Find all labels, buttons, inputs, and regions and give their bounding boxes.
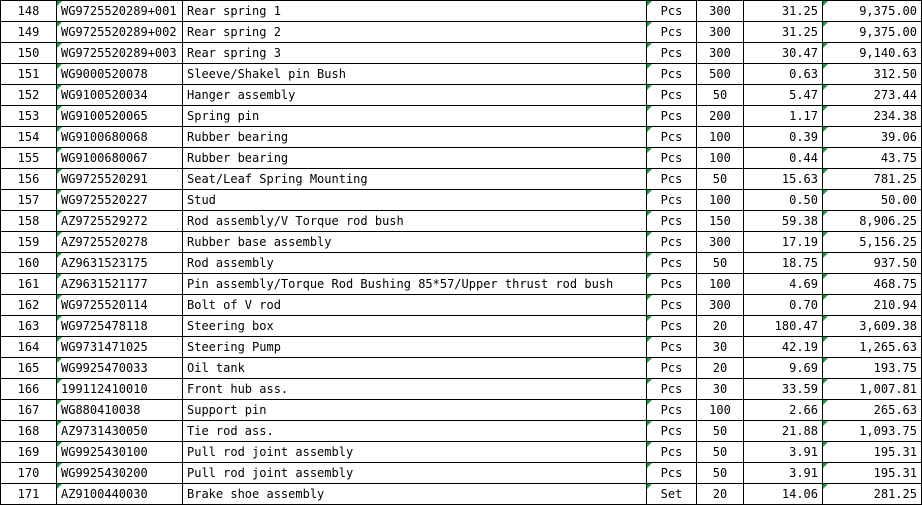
unit-cell[interactable]: Pcs: [647, 64, 697, 85]
amount-cell[interactable]: 1,007.81: [823, 379, 922, 400]
unit-price-cell[interactable]: 17.19: [744, 232, 823, 253]
part-number-cell[interactable]: WG9725520291: [57, 169, 183, 190]
part-number-cell[interactable]: WG9100680067: [57, 148, 183, 169]
amount-cell[interactable]: 1,093.75: [823, 421, 922, 442]
description-cell[interactable]: Tie rod ass.: [183, 421, 647, 442]
part-number-cell[interactable]: AZ9631521177: [57, 274, 183, 295]
quantity-cell[interactable]: 300: [697, 1, 744, 22]
unit-cell[interactable]: Pcs: [647, 232, 697, 253]
row-number-cell[interactable]: 168: [1, 421, 57, 442]
description-cell[interactable]: Steering box: [183, 316, 647, 337]
table-row: [1, 148, 922, 169]
quantity-cell[interactable]: 100: [697, 400, 744, 421]
table-row: [1, 316, 922, 337]
quantity-cell[interactable]: 20: [697, 484, 744, 505]
part-number-cell[interactable]: WG9725520114: [57, 295, 183, 316]
table-row: [1, 106, 922, 127]
quantity-cell[interactable]: 300: [697, 295, 744, 316]
amount-cell[interactable]: 43.75: [823, 148, 922, 169]
amount-cell[interactable]: 195.31: [823, 442, 922, 463]
part-number-cell[interactable]: WG9725478118: [57, 316, 183, 337]
amount-cell[interactable]: 3,609.38: [823, 316, 922, 337]
part-number-cell[interactable]: WG9000520078: [57, 64, 183, 85]
description-cell[interactable]: Hanger assembly: [183, 85, 647, 106]
unit-cell[interactable]: Pcs: [647, 379, 697, 400]
unit-cell[interactable]: Pcs: [647, 148, 697, 169]
amount-cell[interactable]: 937.50: [823, 253, 922, 274]
row-number-cell[interactable]: 159: [1, 232, 57, 253]
unit-cell[interactable]: Pcs: [647, 211, 697, 232]
unit-price-cell[interactable]: 2.66: [744, 400, 823, 421]
amount-cell[interactable]: 8,906.25: [823, 211, 922, 232]
description-cell[interactable]: Pin assembly/Torque Rod Bushing 85*57/Upper thrust rod bush: [183, 274, 647, 295]
unit-cell[interactable]: Pcs: [647, 106, 697, 127]
amount-cell[interactable]: 468.75: [823, 274, 922, 295]
quantity-cell[interactable]: 300: [697, 43, 744, 64]
table-row: [1, 358, 922, 379]
unit-cell[interactable]: Pcs: [647, 127, 697, 148]
unit-price-cell[interactable]: 5.47: [744, 85, 823, 106]
unit-cell[interactable]: Pcs: [647, 1, 697, 22]
row-number-cell[interactable]: 155: [1, 148, 57, 169]
amount-cell[interactable]: 781.25: [823, 169, 922, 190]
unit-cell[interactable]: Pcs: [647, 442, 697, 463]
table-row: [1, 43, 922, 64]
part-number-cell[interactable]: WG9925430100: [57, 442, 183, 463]
row-number-cell[interactable]: 157: [1, 190, 57, 211]
quantity-cell[interactable]: 20: [697, 316, 744, 337]
unit-price-cell[interactable]: 30.47: [744, 43, 823, 64]
part-number-cell[interactable]: AZ9725520278: [57, 232, 183, 253]
unit-price-cell[interactable]: 14.06: [744, 484, 823, 505]
amount-cell[interactable]: 273.44: [823, 85, 922, 106]
quantity-cell[interactable]: 100: [697, 148, 744, 169]
description-cell[interactable]: Rear spring 2: [183, 22, 647, 43]
row-number-cell[interactable]: 153: [1, 106, 57, 127]
part-number-cell[interactable]: 199112410010: [57, 379, 183, 400]
row-number-cell[interactable]: 152: [1, 85, 57, 106]
unit-cell[interactable]: Pcs: [647, 169, 697, 190]
quantity-cell[interactable]: 50: [697, 85, 744, 106]
amount-cell[interactable]: 210.94: [823, 295, 922, 316]
description-cell[interactable]: Pull rod joint assembly: [183, 463, 647, 484]
row-number-cell[interactable]: 169: [1, 442, 57, 463]
table-row: [1, 379, 922, 400]
table-row: [1, 232, 922, 253]
table-row: [1, 337, 922, 358]
row-number-cell[interactable]: 166: [1, 379, 57, 400]
unit-cell[interactable]: Pcs: [647, 253, 697, 274]
part-number-cell[interactable]: AZ9631523175: [57, 253, 183, 274]
unit-price-cell[interactable]: 9.69: [744, 358, 823, 379]
description-cell[interactable]: Seat/Leaf Spring Mounting: [183, 169, 647, 190]
table-row: [1, 295, 922, 316]
quantity-cell[interactable]: 100: [697, 190, 744, 211]
unit-price-cell[interactable]: 3.91: [744, 463, 823, 484]
part-number-cell[interactable]: WG880410038: [57, 400, 183, 421]
unit-price-cell[interactable]: 1.17: [744, 106, 823, 127]
description-cell[interactable]: Support pin: [183, 400, 647, 421]
amount-cell[interactable]: 234.38: [823, 106, 922, 127]
description-cell[interactable]: Brake shoe assembly: [183, 484, 647, 505]
quantity-cell[interactable]: 50: [697, 442, 744, 463]
amount-cell[interactable]: 9,140.63: [823, 43, 922, 64]
quantity-cell[interactable]: 50: [697, 463, 744, 484]
description-cell[interactable]: Spring pin: [183, 106, 647, 127]
unit-price-cell[interactable]: 0.39: [744, 127, 823, 148]
part-number-cell[interactable]: AZ9100440030: [57, 484, 183, 505]
unit-price-cell[interactable]: 15.63: [744, 169, 823, 190]
unit-price-cell[interactable]: 3.91: [744, 442, 823, 463]
quantity-cell[interactable]: 500: [697, 64, 744, 85]
description-cell[interactable]: Rod assembly/V Torque rod bush: [183, 211, 647, 232]
part-number-cell[interactable]: WG9925470033: [57, 358, 183, 379]
amount-cell[interactable]: 1,265.63: [823, 337, 922, 358]
row-number-cell[interactable]: 156: [1, 169, 57, 190]
quantity-cell[interactable]: 50: [697, 169, 744, 190]
description-cell[interactable]: Rubber bearing: [183, 148, 647, 169]
table-row: [1, 190, 922, 211]
part-number-cell[interactable]: WG9100680068: [57, 127, 183, 148]
amount-cell[interactable]: 50.00: [823, 190, 922, 211]
amount-cell[interactable]: 9,375.00: [823, 1, 922, 22]
unit-price-cell[interactable]: 21.88: [744, 421, 823, 442]
table-row: [1, 169, 922, 190]
unit-cell[interactable]: Pcs: [647, 337, 697, 358]
part-number-cell[interactable]: WG9100520065: [57, 106, 183, 127]
unit-price-cell[interactable]: 0.50: [744, 190, 823, 211]
unit-cell[interactable]: Pcs: [647, 316, 697, 337]
part-number-cell[interactable]: WG9725520289+002: [57, 22, 183, 43]
quantity-cell[interactable]: 20: [697, 358, 744, 379]
row-number-cell[interactable]: 148: [1, 1, 57, 22]
row-number-cell[interactable]: 150: [1, 43, 57, 64]
row-number-cell[interactable]: 167: [1, 400, 57, 421]
row-number-cell[interactable]: 163: [1, 316, 57, 337]
part-number-cell[interactable]: WG9725520227: [57, 190, 183, 211]
table-row: [1, 400, 922, 421]
description-cell[interactable]: Bolt of V rod: [183, 295, 647, 316]
part-number-cell[interactable]: AZ9725529272: [57, 211, 183, 232]
quantity-cell[interactable]: 50: [697, 421, 744, 442]
unit-price-cell[interactable]: 0.63: [744, 64, 823, 85]
row-number-cell[interactable]: 154: [1, 127, 57, 148]
unit-cell[interactable]: Set: [647, 484, 697, 505]
row-number-cell[interactable]: 165: [1, 358, 57, 379]
amount-cell[interactable]: 39.06: [823, 127, 922, 148]
quantity-cell[interactable]: 100: [697, 274, 744, 295]
description-cell[interactable]: Pull rod joint assembly: [183, 442, 647, 463]
amount-cell[interactable]: 195.31: [823, 463, 922, 484]
table-row: [1, 274, 922, 295]
quantity-cell[interactable]: 300: [697, 232, 744, 253]
description-cell[interactable]: Rod assembly: [183, 253, 647, 274]
description-cell[interactable]: Sleeve/Shakel pin Bush: [183, 64, 647, 85]
table-row: [1, 85, 922, 106]
unit-price-cell[interactable]: 59.38: [744, 211, 823, 232]
part-number-cell[interactable]: WG9100520034: [57, 85, 183, 106]
amount-cell[interactable]: 281.25: [823, 484, 922, 505]
unit-price-cell[interactable]: 18.75: [744, 253, 823, 274]
row-number-cell[interactable]: 158: [1, 211, 57, 232]
table-row: [1, 253, 922, 274]
row-number-cell[interactable]: 149: [1, 22, 57, 43]
description-cell[interactable]: Rubber base assembly: [183, 232, 647, 253]
amount-cell[interactable]: 312.50: [823, 64, 922, 85]
unit-price-cell[interactable]: 31.25: [744, 22, 823, 43]
unit-cell[interactable]: Pcs: [647, 295, 697, 316]
description-cell[interactable]: Front hub ass.: [183, 379, 647, 400]
quantity-cell[interactable]: 100: [697, 127, 744, 148]
part-number-cell[interactable]: WG9725520289+001: [57, 1, 183, 22]
row-number-cell[interactable]: 170: [1, 463, 57, 484]
part-number-cell[interactable]: WG9731471025: [57, 337, 183, 358]
row-number-cell[interactable]: 160: [1, 253, 57, 274]
description-cell[interactable]: Steering Pump: [183, 337, 647, 358]
unit-cell[interactable]: Pcs: [647, 190, 697, 211]
table-row: [1, 127, 922, 148]
unit-price-cell[interactable]: 0.44: [744, 148, 823, 169]
unit-cell[interactable]: Pcs: [647, 22, 697, 43]
unit-price-cell[interactable]: 4.69: [744, 274, 823, 295]
description-cell[interactable]: Rear spring 1: [183, 1, 647, 22]
unit-cell[interactable]: Pcs: [647, 463, 697, 484]
table-row: [1, 211, 922, 232]
row-number-cell[interactable]: 151: [1, 64, 57, 85]
quantity-cell[interactable]: 30: [697, 379, 744, 400]
unit-price-cell[interactable]: 42.19: [744, 337, 823, 358]
table-row: [1, 1, 922, 22]
row-number-cell[interactable]: 171: [1, 484, 57, 505]
part-number-cell[interactable]: AZ9731430050: [57, 421, 183, 442]
table-row: [1, 463, 922, 484]
table-body: [1, 1, 922, 505]
quantity-cell[interactable]: 30: [697, 337, 744, 358]
unit-cell[interactable]: Pcs: [647, 421, 697, 442]
amount-cell[interactable]: 9,375.00: [823, 22, 922, 43]
row-number-cell[interactable]: 162: [1, 295, 57, 316]
amount-cell[interactable]: 265.63: [823, 400, 922, 421]
amount-cell[interactable]: 193.75: [823, 358, 922, 379]
table-row: [1, 64, 922, 85]
row-number-cell[interactable]: 161: [1, 274, 57, 295]
table-row: [1, 22, 922, 43]
description-cell[interactable]: Stud: [183, 190, 647, 211]
quantity-cell[interactable]: 50: [697, 253, 744, 274]
unit-price-cell[interactable]: 33.59: [744, 379, 823, 400]
unit-cell[interactable]: Pcs: [647, 400, 697, 421]
table-row: [1, 421, 922, 442]
amount-cell[interactable]: 5,156.25: [823, 232, 922, 253]
unit-cell[interactable]: Pcs: [647, 358, 697, 379]
quantity-cell[interactable]: 150: [697, 211, 744, 232]
description-cell[interactable]: Oil tank: [183, 358, 647, 379]
quantity-cell[interactable]: 200: [697, 106, 744, 127]
description-cell[interactable]: Rubber bearing: [183, 127, 647, 148]
row-number-cell[interactable]: 164: [1, 337, 57, 358]
part-number-cell[interactable]: WG9725520289+003: [57, 43, 183, 64]
unit-cell[interactable]: Pcs: [647, 85, 697, 106]
unit-price-cell[interactable]: 31.25: [744, 1, 823, 22]
part-number-cell[interactable]: WG9925430200: [57, 463, 183, 484]
unit-price-cell[interactable]: 0.70: [744, 295, 823, 316]
quantity-cell[interactable]: 300: [697, 22, 744, 43]
unit-price-cell[interactable]: 180.47: [744, 316, 823, 337]
unit-cell[interactable]: Pcs: [647, 274, 697, 295]
unit-cell[interactable]: Pcs: [647, 43, 697, 64]
table-row: [1, 484, 922, 505]
table-row: [1, 442, 922, 463]
description-cell[interactable]: Rear spring 3: [183, 43, 647, 64]
